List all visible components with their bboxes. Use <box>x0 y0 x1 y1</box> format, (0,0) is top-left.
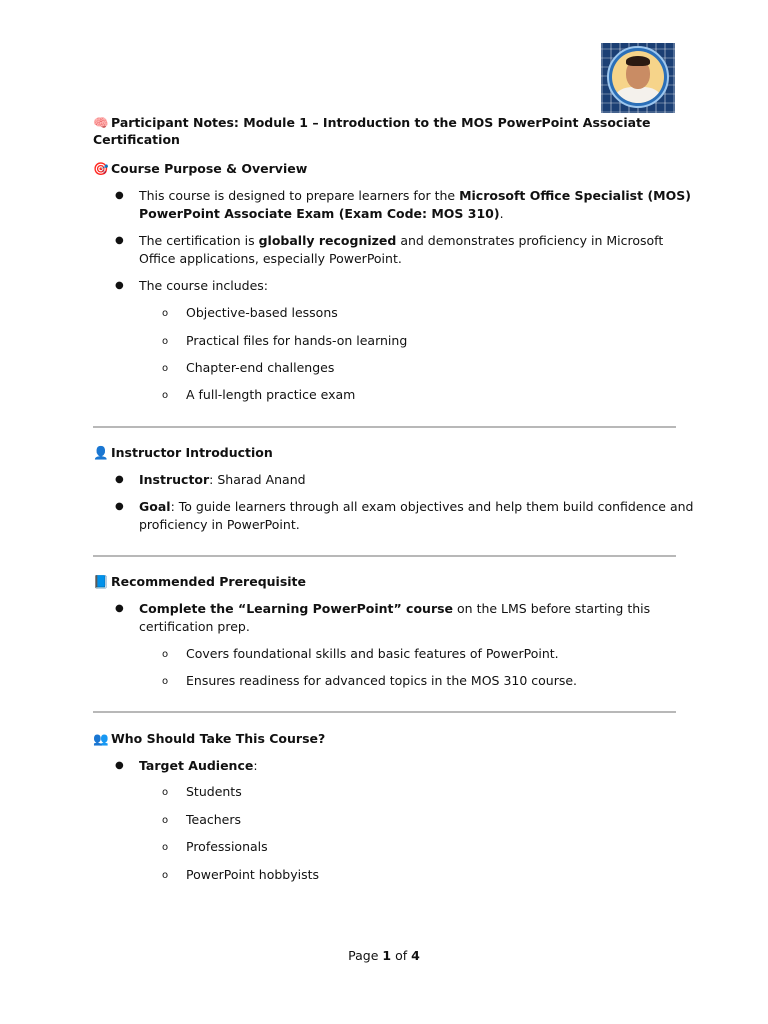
section-heading-purpose: 🎯 Course Purpose & Overview <box>93 161 308 176</box>
bullet-icon: ● <box>115 280 124 291</box>
sub-bullet-icon: o <box>162 787 169 798</box>
section-heading-instructor: 👤 Instructor Introduction <box>93 445 273 460</box>
sub-list-item: Students <box>186 784 242 799</box>
list-item: Target Audience: <box>139 758 258 773</box>
bullet-icon: ● <box>115 501 124 512</box>
people-icon: 👥 <box>93 731 109 746</box>
sub-bullet-icon: o <box>162 842 169 853</box>
sub-bullet-icon: o <box>162 815 169 826</box>
list-item: The course includes: <box>139 278 268 293</box>
list-item-cont: PowerPoint Associate Exam (Exam Code: MOS 310). <box>139 206 504 221</box>
bullet-icon: ● <box>115 235 124 246</box>
sub-bullet-icon: o <box>162 676 169 687</box>
sub-list-item: Chapter-end challenges <box>186 360 335 375</box>
sub-bullet-icon: o <box>162 336 169 347</box>
bullet-icon: ● <box>115 603 124 614</box>
bullet-icon: ● <box>115 760 124 771</box>
author-avatar <box>601 43 675 113</box>
sub-list-item: Covers foundational skills and basic features of PowerPoint. <box>186 646 559 661</box>
sub-bullet-icon: o <box>162 308 169 319</box>
sub-list-item: Teachers <box>186 812 241 827</box>
section-heading-prereq: 📘 Recommended Prerequisite <box>93 574 307 589</box>
book-icon: 📘 <box>93 574 109 589</box>
document-title-line2: Certification <box>93 132 180 147</box>
sub-list-item: Ensures readiness for advanced topics in the MOS 310 course. <box>186 673 578 688</box>
target-icon: 🎯 <box>93 161 109 176</box>
sub-list-item: Objective-based lessons <box>186 305 338 320</box>
list-item-cont: proficiency in PowerPoint. <box>139 517 300 532</box>
list-item: This course is designed to prepare learners for the Microsoft Office Specialist (MOS) <box>139 188 691 203</box>
sub-bullet-icon: o <box>162 649 169 660</box>
document-title: 🧠 Participant Notes: Module 1 – Introduction to the MOS PowerPoint Associate <box>93 115 651 130</box>
list-item: Complete the “Learning PowerPoint” course on the LMS before starting this <box>139 601 651 616</box>
sub-bullet-icon: o <box>162 390 169 401</box>
sub-bullet-icon: o <box>162 870 169 881</box>
sub-list-item: Professionals <box>186 839 268 854</box>
bullet-icon: ● <box>115 190 124 201</box>
list-item-cont: Office applications, especially PowerPoint. <box>139 251 402 266</box>
brain-icon: 🧠 <box>93 115 109 130</box>
person-icon: 👤 <box>93 445 109 460</box>
section-divider <box>93 555 676 557</box>
list-item: The certification is globally recognized and demonstrates proficiency in Microsoft <box>139 233 664 248</box>
sub-list-item: Practical files for hands-on learning <box>186 333 408 348</box>
sub-bullet-icon: o <box>162 363 169 374</box>
list-item: Instructor: Sharad Anand <box>139 472 306 487</box>
sub-list-item: A full-length practice exam <box>186 387 356 402</box>
sub-list-item: PowerPoint hobbyists <box>186 867 320 882</box>
section-divider <box>93 426 676 428</box>
section-divider <box>93 711 676 713</box>
bullet-icon: ● <box>115 474 124 485</box>
list-item: Goal: To guide learners through all exam objectives and help them build confidence and <box>139 499 694 514</box>
list-item-cont: certification prep. <box>139 619 250 634</box>
section-heading-audience: 👥 Who Should Take This Course? <box>93 731 326 746</box>
page-number-footer: Page 1 of 4 <box>348 948 420 963</box>
